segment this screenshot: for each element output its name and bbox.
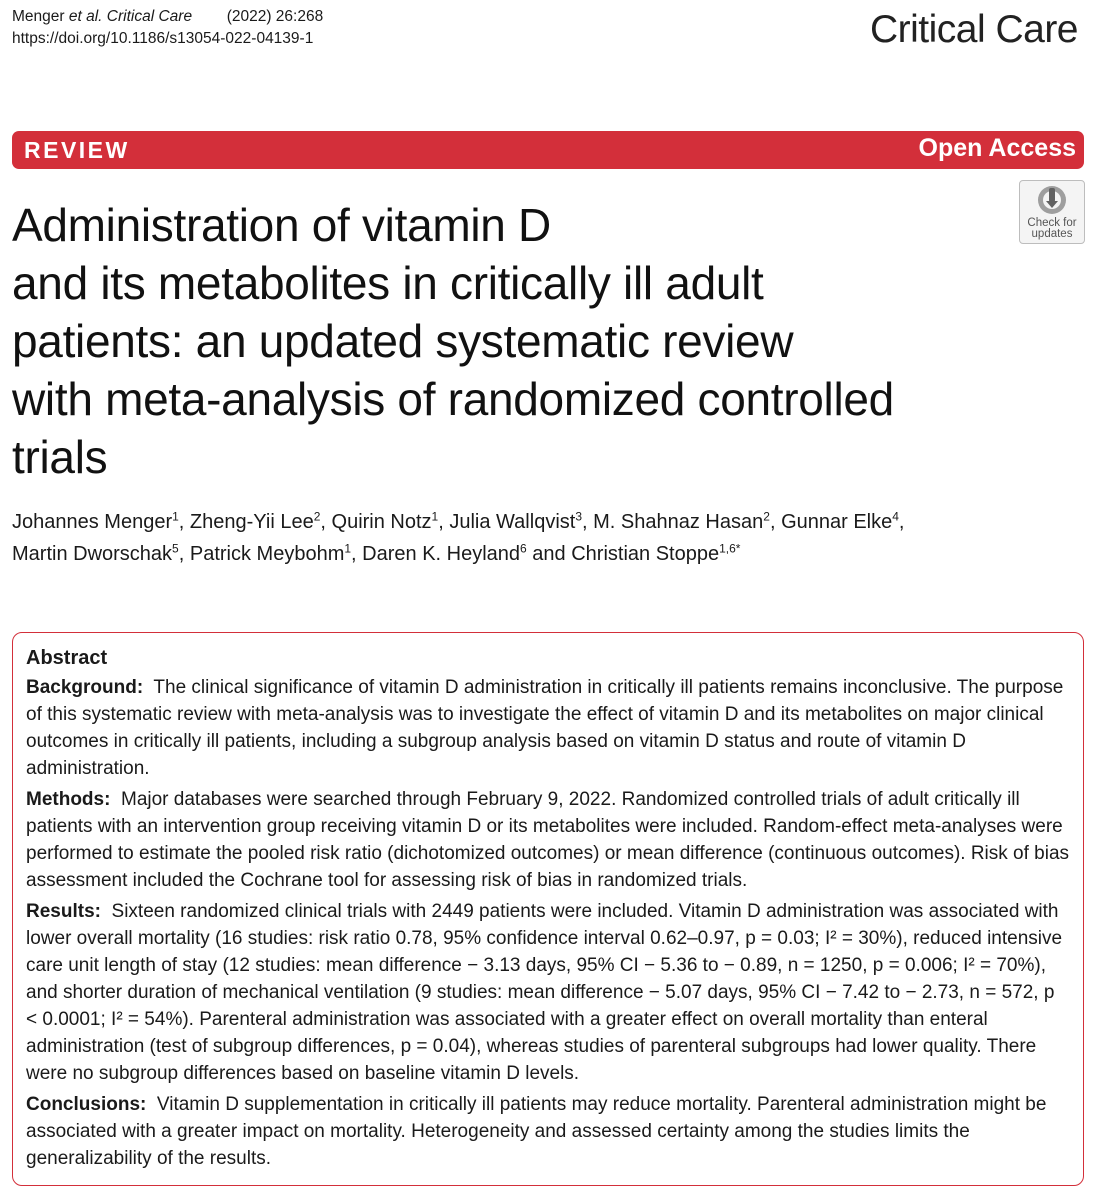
background-text: The clinical significance of vitamin D administration in critically ill patients remains inconclusive. The purpose of this systematic review with meta-analysis was to investigate the effect of vitamin D and its metabolites on major clinical outcomes in critically ill patients, including a subgroup analysis based on vitamin D status and route of vitamin D administration. bbox=[26, 677, 1064, 779]
author-affiliation: 6 bbox=[520, 541, 527, 556]
title-line: and its metabolites in critically ill adult bbox=[12, 257, 764, 309]
author-affiliation: 2 bbox=[313, 509, 321, 524]
title-line: Administration of vitamin D bbox=[12, 199, 551, 251]
author-separator: , bbox=[898, 511, 905, 533]
citation-etal: et al. bbox=[68, 8, 103, 25]
author-affiliation: 1 bbox=[172, 509, 179, 524]
citation-line bbox=[12, 6, 323, 28]
author-name[interactable]: Daren K. Heyland bbox=[362, 543, 521, 565]
title-line: with meta-analysis of randomized controlled bbox=[12, 373, 894, 425]
author-separator: , bbox=[438, 511, 450, 533]
conclusions-text: Vitamin D supplementation in critically ill patients may reduce mortality. Parenteral administration might be associated with a greater impact on mortality. Heterogeneity and assessed certainty among the studies limits the generalizability of the results. bbox=[26, 1094, 1047, 1169]
doi-link[interactable]: https://doi.org/10.1186/s13054-022-04139-1 bbox=[12, 30, 314, 47]
article-title bbox=[12, 196, 1012, 486]
results-label: Results: bbox=[26, 901, 101, 922]
author-name[interactable]: Patrick Meybohm bbox=[189, 543, 345, 565]
author-affiliation: 1 bbox=[431, 509, 439, 524]
author-separator: , bbox=[582, 511, 594, 533]
author-list bbox=[12, 506, 1032, 570]
background-label: Background: bbox=[26, 677, 144, 698]
article-type-banner bbox=[12, 131, 1084, 169]
abstract-box bbox=[12, 632, 1084, 1186]
author-name[interactable]: Christian Stoppe bbox=[571, 543, 720, 565]
results-text: Sixteen randomized clinical trials with 2449 patients were included. Vitamin D administration was associated with lower overall mortality (16 studies: risk ratio 0.78, 95% confidence interval 0.62–0.97, p = 0.03; I² = 30%), reduced intensive care unit length of stay (12 studies: mean difference − 3.13 days, 95% CI − 5.36 to − 0.89, n = 1250, p = 0.006; I² = 70%), and shorter duration of mechanical ventilation (9 studies: mean difference − 5.07 days, 95% CI − 7.42 to − 2.73, n = 572, p < 0.0001; I² = 54%). Parenteral administration was associated with a greater effect on overall mortality than enteral administration (test of subgroup differences, p = 0.04), whereas studies of parenteral subgroups had lower quality. There were no subgroup differences based on baseline vitamin D levels. bbox=[26, 901, 1063, 1084]
author-affiliation: 1 bbox=[344, 541, 352, 556]
author-affiliation: 2 bbox=[763, 509, 770, 524]
author-name[interactable]: Julia Wallqvist bbox=[449, 511, 576, 533]
methods-text: Major databases were searched through February 9, 2022. Randomized controlled trials of adult critically ill patients with an intervention group receiving vitamin D or its metabolites were included. Random-effect meta-analyses were performed to estimate the pooled risk ratio (dichotomized outcomes) or mean difference (continuous outcomes). Risk of bias assessment included the Cochrane tool for assessing risk of bias in randomized trials. bbox=[26, 789, 1070, 891]
citation-authors: Menger bbox=[12, 8, 69, 25]
open-access-label: Open Access bbox=[918, 134, 1076, 162]
author-affiliation: 1,6* bbox=[719, 541, 741, 556]
check-updates-icon bbox=[1036, 184, 1068, 216]
check-for-updates-button[interactable] bbox=[1019, 180, 1085, 244]
author-name[interactable]: Gunnar Elke bbox=[781, 511, 893, 533]
author-name[interactable]: Zheng-Yii Lee bbox=[189, 511, 314, 533]
author-name[interactable]: Martin Dworschak bbox=[12, 543, 173, 565]
methods-label: Methods: bbox=[26, 789, 111, 810]
author-separator: , bbox=[351, 543, 363, 565]
citation-year-volume: (2022) 26:268 bbox=[226, 8, 324, 25]
author-name[interactable]: Johannes Menger bbox=[12, 511, 173, 533]
article-type-label: REVIEW bbox=[24, 137, 130, 163]
author-name[interactable]: Quirin Notz bbox=[331, 511, 432, 533]
author-separator: , bbox=[178, 543, 190, 565]
abstract-methods bbox=[26, 786, 1070, 894]
abstract-conclusions bbox=[26, 1091, 1070, 1172]
title-line: trials bbox=[12, 431, 108, 483]
author-separator: , bbox=[178, 511, 190, 533]
author-separator: , bbox=[769, 511, 782, 533]
author-separator: , bbox=[320, 511, 332, 533]
abstract-heading: Abstract bbox=[26, 647, 108, 669]
author-name[interactable]: M. Shahnaz Hasan bbox=[593, 511, 764, 533]
abstract-background bbox=[26, 674, 1070, 782]
citation-block bbox=[12, 6, 323, 50]
journal-brand: Critical Care bbox=[869, 8, 1078, 51]
abstract-results bbox=[26, 898, 1070, 1087]
citation-journal: Critical Care bbox=[106, 8, 193, 25]
author-separator: and bbox=[526, 543, 572, 565]
author-affiliation: 3 bbox=[575, 509, 583, 524]
author-affiliation: 5 bbox=[172, 541, 179, 556]
conclusions-label: Conclusions: bbox=[26, 1094, 147, 1115]
check-updates-line1: Check for bbox=[1027, 217, 1077, 229]
check-updates-line2: updates bbox=[1031, 228, 1073, 240]
author-affiliation: 4 bbox=[892, 509, 899, 524]
title-line: patients: an updated systematic review bbox=[12, 315, 794, 367]
